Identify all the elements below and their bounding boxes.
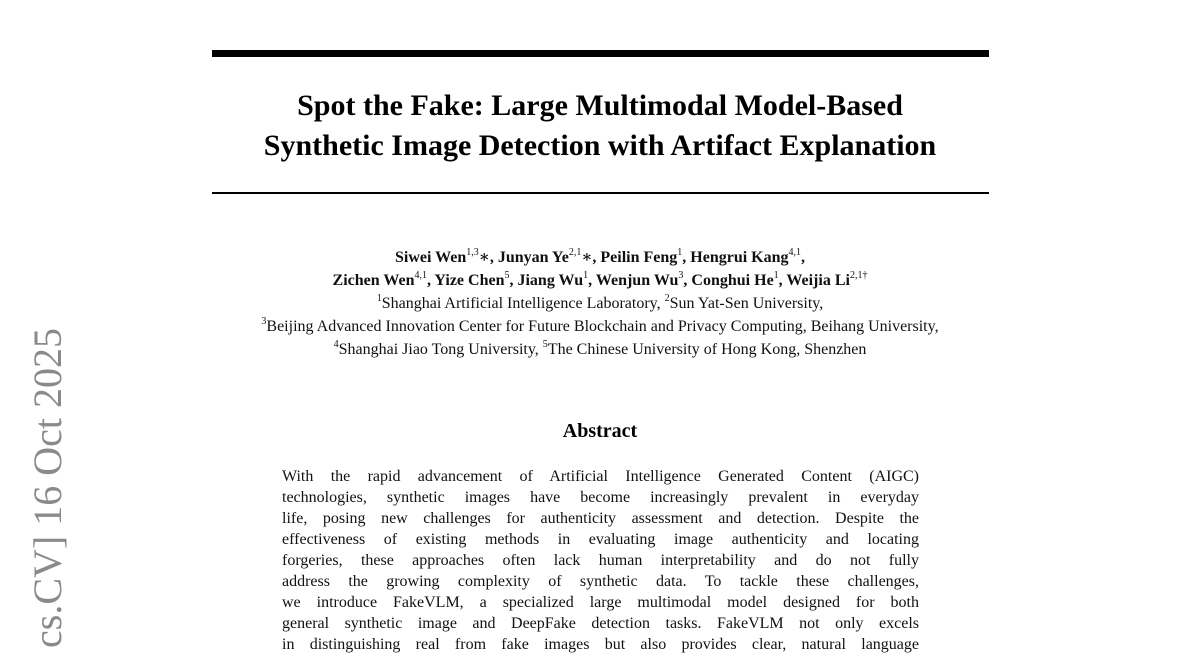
author-separator: ,: [801, 249, 805, 266]
author-affiliation-marker: 1: [677, 246, 683, 258]
affiliation-marker: 2: [664, 292, 670, 304]
affiliation-marker: 5: [542, 338, 548, 350]
abstract-heading: Abstract: [562, 420, 638, 442]
affiliation-text: Sun Yat-Sen University,: [669, 295, 824, 312]
abstract-line: general synthetic image and DeepFake detection tasks. FakeVLM not only excels: [282, 615, 919, 632]
author-name: Siwei Wen: [394, 249, 467, 266]
abstract-line: technologies, synthetic images have become increasingly prevalent in everyday: [282, 489, 919, 506]
abstract-body: [282, 466, 919, 655]
author-separator: ,: [778, 272, 787, 289]
author-name: Yize Chen: [434, 272, 505, 289]
author-affiliation-marker: 1,3: [466, 246, 479, 258]
abstract-line: With the rapid advancement of Artificial Intelligence Generated Content (AIGC): [282, 468, 919, 485]
author-separator: ,: [588, 272, 596, 289]
author-name: Wenjun Wu: [595, 272, 679, 289]
author-row-2: [120, 269, 1080, 292]
author-name: Jiang Wu: [517, 272, 584, 289]
author-affiliation-marker: 1: [583, 269, 589, 281]
title-top-rule: [212, 50, 989, 57]
abstract-line: in distinguishing real from fake images but also provides clear, natural language: [282, 636, 919, 653]
abstract-line: address the growing complexity of synthetic data. To tackle these challenges,: [282, 573, 919, 590]
author-separator: ∗,: [581, 249, 601, 266]
author-name: Hengrui Kang: [690, 249, 789, 266]
author-separator: ,: [509, 272, 518, 289]
affiliation-text: The Chinese University of Hong Kong, Shenzhen: [547, 341, 867, 358]
affiliation-row-1: [120, 292, 1080, 315]
author-affiliation-marker: 4,1: [788, 246, 801, 258]
abstract-line: forgeries, these approaches often lack human interpretability and do not fully: [282, 552, 919, 569]
author-name: Junyan Ye: [497, 249, 569, 266]
author-row-1: [120, 246, 1080, 269]
author-name: Conghui He: [691, 272, 774, 289]
author-affiliation-marker: 4,1: [414, 269, 427, 281]
affiliation-text: Beijing Advanced Innovation Center for Future Blockchain and Privacy Computing, Beihang University,: [266, 318, 939, 335]
abstract-line: we introduce FakeVLM, a specialized large multimodal model designed for both: [282, 594, 919, 611]
title-line-2: Synthetic Image Detection with Artifact Explanation: [263, 129, 937, 162]
author-separator: ,: [427, 272, 435, 289]
title-line-1: Spot the Fake: Large Multimodal Model-Based: [297, 89, 903, 122]
author-affiliation-marker: 2,1†: [849, 269, 868, 281]
author-name: Weijia Li: [786, 272, 850, 289]
abstract-line: life, posing new challenges for authenticity assessment and detection. Despite the: [282, 510, 919, 527]
author-separator: ,: [682, 249, 691, 266]
abstract-line: effectiveness of existing methods in evaluating image authenticity and locating: [282, 531, 919, 548]
arxiv-identifier-stamp: cs.CV] 16 Oct 2025: [25, 328, 70, 648]
affiliation-text: Shanghai Jiao Tong University,: [338, 341, 543, 358]
author-affiliation-marker: 3: [678, 269, 684, 281]
author-block: [120, 246, 1080, 361]
affiliation-marker: 3: [261, 315, 267, 327]
author-affiliation-marker: 1: [773, 269, 779, 281]
author-separator: ∗,: [478, 249, 498, 266]
affiliation-marker: 1: [376, 292, 382, 304]
author-name: Peilin Feng: [600, 249, 678, 266]
author-name: Zichen Wen: [332, 272, 415, 289]
author-separator: ,: [683, 272, 692, 289]
affiliation-row-3: [120, 338, 1080, 361]
title-bottom-rule: [212, 192, 989, 194]
affiliation-marker: 4: [333, 338, 339, 350]
author-affiliation-marker: 5: [504, 269, 510, 281]
affiliation-row-2: [120, 315, 1080, 338]
paper-title: [160, 86, 1040, 166]
author-affiliation-marker: 2,1: [568, 246, 582, 258]
affiliation-text: Shanghai Artificial Intelligence Laboratory,: [381, 295, 665, 312]
